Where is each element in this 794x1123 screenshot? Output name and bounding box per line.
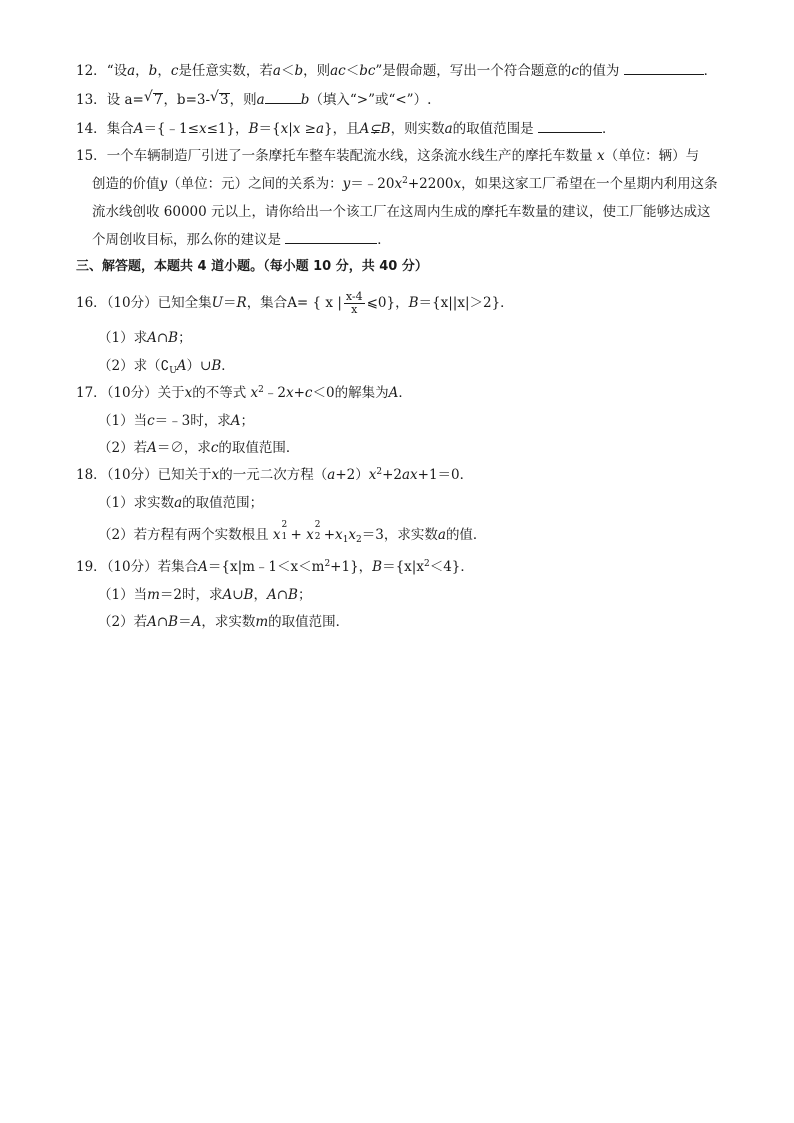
text-fragment: 关于 bbox=[157, 385, 185, 401]
text-fragment: （1）求 bbox=[98, 330, 148, 346]
text-fragment: c bbox=[170, 63, 179, 79]
text-fragment: A∪B bbox=[222, 587, 254, 603]
text-fragment: ； bbox=[297, 587, 312, 603]
sqrt-expression: √ 7 bbox=[143, 89, 163, 108]
question-number: 16． bbox=[76, 295, 107, 311]
text-fragment: A bbox=[147, 440, 157, 456]
text-fragment: （2）求（∁ bbox=[98, 358, 170, 374]
sqrt-expression: √ 3 bbox=[210, 89, 229, 108]
text-fragment: ． bbox=[221, 358, 235, 374]
text-fragment: a bbox=[437, 527, 446, 543]
text-fragment: c bbox=[210, 440, 219, 456]
text-fragment: B bbox=[408, 295, 419, 311]
text-fragment: +c bbox=[293, 385, 313, 401]
text-fragment: ac bbox=[330, 63, 346, 79]
text-fragment: 2 bbox=[356, 535, 362, 545]
text-fragment: x bbox=[394, 176, 403, 192]
answer-blank[interactable] bbox=[538, 120, 602, 133]
text-fragment: ，求实数 bbox=[201, 614, 256, 630]
text-fragment: x bbox=[250, 385, 259, 401]
text-fragment: ）∪ bbox=[186, 358, 212, 374]
question-15-line-2 bbox=[92, 176, 718, 192]
text-fragment: ax bbox=[401, 467, 418, 483]
question-number: 12． bbox=[76, 63, 107, 79]
text-fragment: a bbox=[327, 467, 336, 483]
text-fragment: ＝{x|m﹣1＜x＜m bbox=[207, 559, 325, 575]
text-fragment: 1 bbox=[281, 532, 288, 542]
question-number: 14． bbox=[76, 121, 107, 137]
question-15-line-4 bbox=[92, 231, 391, 248]
text-fragment: 集合 bbox=[106, 121, 134, 137]
text-fragment: ”是假命题，写出一个符合题意的 bbox=[375, 63, 572, 79]
text-fragment: ， bbox=[157, 63, 171, 79]
text-fragment: 已知全集 bbox=[157, 295, 212, 311]
text-fragment: x bbox=[272, 527, 281, 543]
text-fragment: ＝2时，求 bbox=[159, 587, 223, 603]
text-fragment: ，则实数 bbox=[390, 121, 445, 137]
text-fragment: 2 bbox=[324, 559, 331, 569]
text-fragment: m bbox=[255, 614, 269, 630]
text-fragment: 一个车辆制造厂引进了一条摩托车整车装配流水线，这条流水线生产的摩托车数量 bbox=[106, 148, 593, 164]
text-fragment: 2 bbox=[314, 520, 321, 530]
text-fragment: 2 bbox=[258, 385, 264, 395]
text-fragment: ， bbox=[253, 587, 267, 603]
text-fragment: ； bbox=[178, 330, 192, 346]
text-fragment: 设 a= bbox=[106, 92, 144, 108]
text-fragment: A bbox=[198, 559, 208, 575]
text-fragment: 的取值范围是 bbox=[452, 121, 534, 137]
text-fragment: 个周创收目标，那么你的建议是 bbox=[92, 232, 281, 248]
question-16-part-2 bbox=[98, 358, 235, 374]
text-fragment: 2 bbox=[314, 532, 321, 542]
text-fragment: （填入“>”或“<”）. bbox=[309, 92, 432, 108]
text-fragment: ＜ bbox=[280, 63, 295, 79]
text-fragment: ⩽0}， bbox=[366, 295, 409, 311]
text-fragment: （10分） bbox=[106, 295, 158, 311]
text-fragment: +2 bbox=[382, 467, 402, 483]
text-fragment: ＝{x||x|＞2}． bbox=[418, 295, 514, 311]
text-fragment: +1}， bbox=[330, 559, 373, 575]
text-fragment: A∩B bbox=[147, 614, 179, 630]
text-fragment: ＜0 bbox=[312, 385, 335, 401]
text-fragment: 是任意实数，若 bbox=[178, 63, 273, 79]
text-fragment: ＝﹣3时，求 bbox=[154, 413, 231, 429]
text-fragment: “设 bbox=[106, 63, 128, 79]
text-fragment: ﹣2 bbox=[263, 385, 286, 401]
text-fragment: ． bbox=[601, 121, 616, 137]
text-fragment: 的解集为 bbox=[334, 385, 389, 401]
text-fragment: 的取值范围． bbox=[268, 614, 350, 630]
question-19-part-2 bbox=[98, 614, 349, 630]
text-fragment: m bbox=[147, 587, 160, 603]
text-fragment: （1）求实数 bbox=[98, 495, 175, 511]
text-fragment: x bbox=[211, 467, 220, 483]
question-19 bbox=[76, 559, 474, 575]
text-fragment: A bbox=[230, 413, 241, 429]
question-18 bbox=[76, 467, 473, 483]
text-fragment: ． bbox=[398, 385, 412, 401]
text-fragment: x bbox=[184, 385, 193, 401]
text-fragment: ． bbox=[377, 232, 391, 248]
question-13 bbox=[76, 91, 431, 108]
text-fragment: y bbox=[159, 176, 168, 192]
text-fragment: ＝ bbox=[178, 614, 192, 630]
text-fragment: x-4 bbox=[345, 290, 363, 303]
text-fragment: （10分） bbox=[106, 467, 158, 483]
question-18-part-2 bbox=[98, 520, 487, 545]
text-fragment: 的取值范围； bbox=[182, 495, 264, 511]
text-fragment: ＝{ bbox=[258, 121, 281, 137]
text-fragment: ≤1}， bbox=[206, 121, 249, 137]
text-fragment: （单位：元）之间的关系为： bbox=[167, 176, 343, 192]
text-fragment: A bbox=[176, 358, 187, 374]
text-fragment: 2 bbox=[281, 520, 288, 530]
question-17 bbox=[76, 385, 412, 401]
text-fragment: b bbox=[294, 63, 304, 79]
text-fragment: B bbox=[248, 121, 259, 137]
question-19-part-1 bbox=[98, 587, 311, 603]
question-15-line-1 bbox=[76, 148, 699, 164]
text-fragment: 的一元二次方程（ bbox=[219, 467, 328, 483]
question-number: 17． bbox=[76, 385, 107, 401]
answer-blank[interactable] bbox=[265, 91, 301, 104]
text-fragment: ，b=3- bbox=[163, 92, 211, 108]
text-fragment: b bbox=[148, 63, 158, 79]
text-fragment: a bbox=[272, 63, 281, 79]
sup-sub-stack bbox=[314, 520, 324, 542]
text-fragment: R bbox=[236, 295, 247, 311]
text-fragment: 3 bbox=[220, 92, 229, 108]
text-fragment: x|x ≥a bbox=[280, 121, 325, 137]
text-fragment: （1）当 bbox=[98, 587, 148, 603]
question-16-part-1 bbox=[98, 330, 192, 346]
text-fragment: ． bbox=[703, 63, 718, 79]
sup-sub-stack bbox=[281, 520, 291, 542]
text-fragment: A bbox=[133, 121, 144, 137]
text-fragment: 7 bbox=[153, 92, 163, 108]
text-fragment: ＝{﹣1≤ bbox=[143, 121, 199, 137]
question-17-part-1 bbox=[98, 413, 254, 429]
text-fragment: （1）当 bbox=[98, 413, 148, 429]
text-fragment: （10分） bbox=[106, 559, 158, 575]
text-fragment: A∩B bbox=[147, 330, 179, 346]
text-fragment: x bbox=[198, 121, 207, 137]
answer-blank[interactable] bbox=[624, 62, 704, 75]
text-fragment: +1＝0． bbox=[417, 467, 474, 483]
text-fragment: ＝3，求实数 bbox=[361, 527, 438, 543]
text-fragment: x bbox=[596, 148, 605, 164]
text-fragment: （2）若方程有两个实数根且 bbox=[98, 527, 269, 543]
question-number: 15． bbox=[76, 148, 107, 164]
text-fragment: }，且 bbox=[324, 121, 360, 137]
text-fragment: A bbox=[191, 614, 202, 630]
text-fragment: A= { x | bbox=[287, 295, 342, 311]
text-fragment: 2 bbox=[376, 467, 383, 477]
text-fragment: y bbox=[342, 176, 351, 192]
text-fragment: 的值． bbox=[445, 527, 487, 543]
text-fragment: a bbox=[174, 495, 183, 511]
text-fragment: （2）若 bbox=[98, 440, 148, 456]
text-fragment: 2 bbox=[402, 176, 408, 186]
text-fragment: ，则 bbox=[229, 92, 257, 108]
question-12 bbox=[76, 62, 717, 79]
text-fragment: b bbox=[300, 92, 310, 108]
text-fragment: 的不等式 bbox=[192, 385, 247, 401]
question-number: 19． bbox=[76, 559, 107, 575]
text-fragment: U bbox=[169, 366, 177, 376]
text-fragment: a bbox=[256, 92, 265, 108]
text-fragment: （2）若 bbox=[98, 614, 148, 630]
text-fragment: x bbox=[306, 527, 314, 543]
text-fragment: bc bbox=[359, 63, 376, 79]
text-fragment: c bbox=[147, 413, 155, 429]
text-fragment: 2 bbox=[423, 559, 430, 569]
text-fragment: x bbox=[368, 467, 377, 483]
text-fragment: x bbox=[348, 527, 357, 543]
text-fragment: +2200 bbox=[407, 176, 454, 192]
text-fragment: A∩B bbox=[266, 587, 298, 603]
question-number: 13． bbox=[76, 92, 107, 108]
text-fragment: 1 bbox=[342, 535, 349, 545]
text-fragment: ，则 bbox=[303, 63, 331, 79]
fraction bbox=[344, 291, 365, 316]
text-fragment: ＜4}． bbox=[429, 559, 474, 575]
section-title: 三、解答题，本题共 4 道小题。（每小题 10 分，共 40 分） bbox=[76, 259, 428, 274]
text-fragment: B bbox=[211, 358, 222, 374]
text-fragment: U bbox=[211, 295, 224, 311]
text-fragment: ＜ bbox=[345, 63, 360, 79]
text-fragment: A bbox=[388, 385, 399, 401]
text-fragment: 的值为 bbox=[578, 63, 620, 79]
text-fragment: B bbox=[372, 559, 383, 575]
text-fragment: + bbox=[290, 527, 302, 543]
text-fragment: +x bbox=[323, 527, 343, 543]
text-fragment: ，集合 bbox=[246, 295, 288, 311]
text-fragment: +2） bbox=[335, 467, 369, 483]
question-14 bbox=[76, 120, 615, 137]
text-fragment: c bbox=[571, 63, 579, 79]
text-fragment: 创造的价值 bbox=[92, 176, 160, 192]
text-fragment: ； bbox=[240, 413, 254, 429]
text-fragment: （10分） bbox=[106, 385, 158, 401]
text-fragment: （单位：辆）与 bbox=[604, 148, 700, 164]
text-fragment: ，如果这家工厂希望在一个星期内利用这条 bbox=[461, 176, 718, 192]
text-fragment: ＝ bbox=[223, 295, 237, 311]
text-fragment: 若集合 bbox=[157, 559, 199, 575]
text-fragment: ＝{x|x bbox=[382, 559, 424, 575]
question-number: 18． bbox=[76, 467, 107, 483]
text-fragment: A⊊B bbox=[359, 121, 391, 137]
text-fragment: 的取值范围． bbox=[218, 440, 300, 456]
text-fragment: ＝﹣20 bbox=[350, 176, 395, 192]
text-fragment: ＝∅，求 bbox=[156, 440, 211, 456]
answer-blank[interactable] bbox=[285, 231, 377, 244]
question-18-part-1 bbox=[98, 495, 263, 511]
text-fragment: a bbox=[127, 63, 136, 79]
text-fragment: x bbox=[453, 176, 462, 192]
text-fragment: x bbox=[351, 303, 358, 316]
question-15-line-3 bbox=[92, 204, 711, 220]
question-17-part-2 bbox=[98, 440, 299, 456]
question-16 bbox=[76, 291, 514, 316]
text-fragment: 已知关于 bbox=[157, 467, 212, 483]
text-fragment: x bbox=[286, 385, 294, 401]
text-fragment: a bbox=[444, 121, 453, 137]
text-fragment: ， bbox=[135, 63, 149, 79]
text-fragment: 流水线创收 60000 元以上，请你给出一个该工厂在这周内生成的摩托车数量的建议，使工厂能够达成这 bbox=[92, 204, 711, 220]
